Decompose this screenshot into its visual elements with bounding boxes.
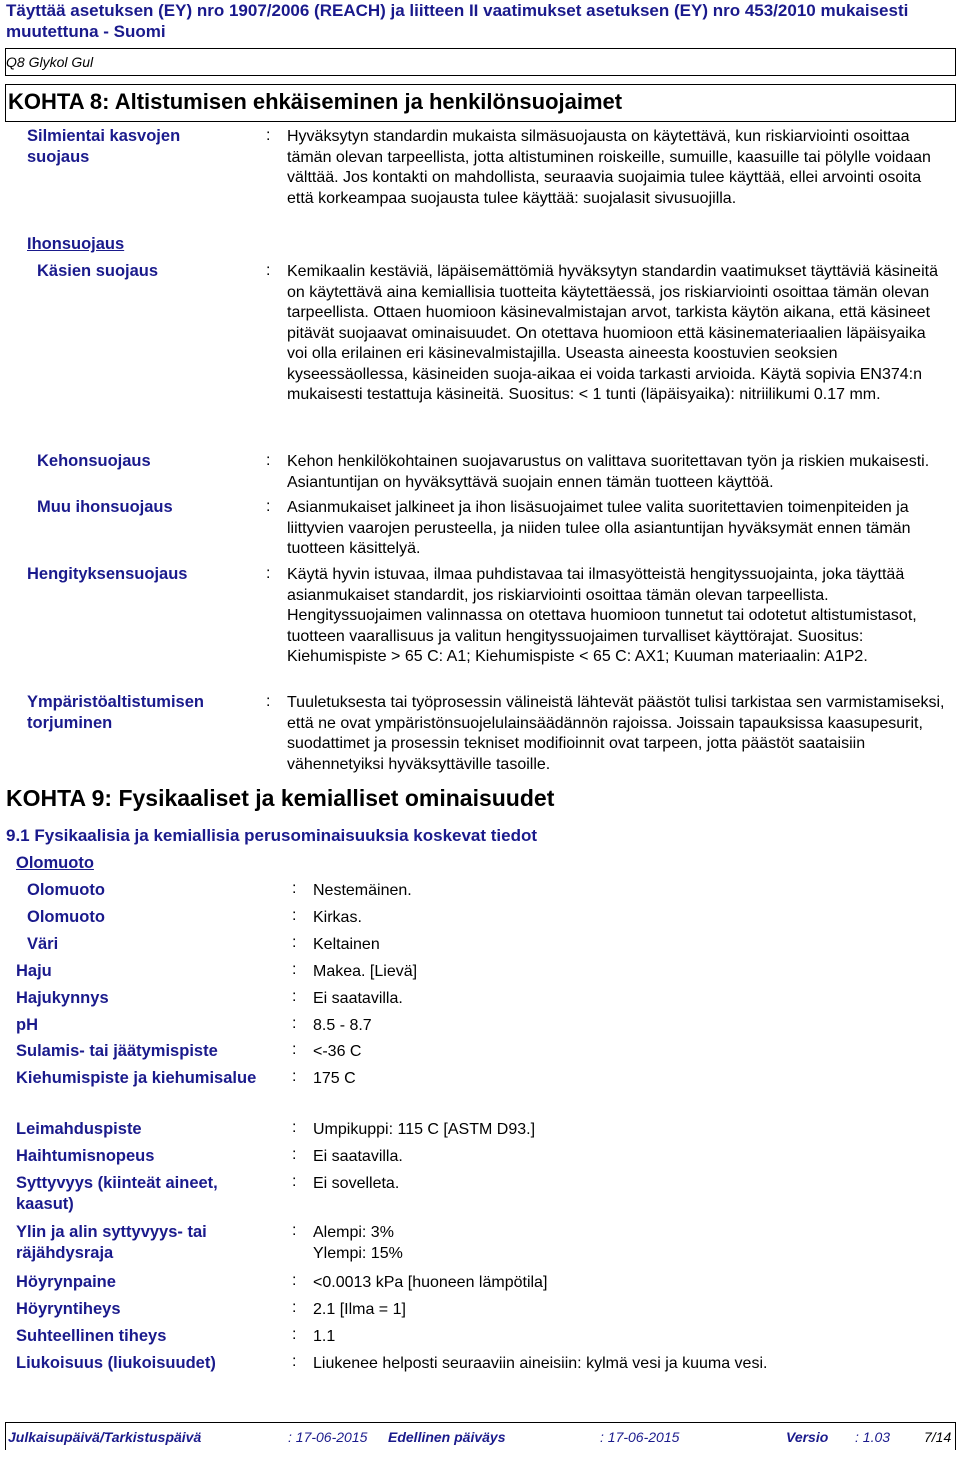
property-label: Suhteellinen tiheys	[16, 1327, 167, 1345]
eye-protection-text: Hyväksytyn standardin mukaista silmäsuojausta on käytettävä, kun riskiarviointi osoittaa tämän olevan tarpeellista, jotta altistuminen roiskeille, sumuille, kaasuille tai pölylle voidaan välttää. Jos kontakti on mahdollista, seuraavia suojaimia tulee käyttää, ellei arvointi osoita että korkeampaa suojausta tulee käyttää: suojalasit sivusuojilla.	[287, 128, 931, 207]
property-label: Haju	[16, 962, 52, 980]
property-colon: :	[292, 1068, 297, 1085]
property-value: Ei saatavilla.	[313, 990, 403, 1007]
property-label: Väri	[27, 935, 59, 953]
respiratory-colon: :	[266, 565, 271, 582]
section9-subtitle: 9.1 Fysikaalisia ja kemiallisia perusominaisuuksia koskevat tiedot	[6, 826, 538, 845]
footer-previous-label: Edellinen päiväys	[388, 1429, 506, 1445]
environment-colon: :	[266, 693, 271, 710]
section8-title: KOHTA 8: Altistumisen ehkäiseminen ja henkilönsuojaimet	[8, 89, 623, 114]
property-label: Leimahduspiste	[16, 1120, 142, 1138]
footer-issue-date: : 17-06-2015	[288, 1429, 368, 1445]
property-colon: :	[292, 1299, 297, 1316]
respiratory-protection-text: Käytä hyvin istuvaa, ilmaa puhdistavaa tai ilmasyötteistä hengityssuojainta, joka täyttää asianmukaiset standardit, jos riskiarviointi osoittaa tämän olevan tarpeellista. Hengityssuojaimen valinnassa on otettava huomioon tunnetut tai odotetut altistumistasot, tuotteen vaarallisuus ja valitun hengityssuojaimen turvalliset käyttörajat. Suositus: Kiehumispiste > 65 C: A1; Kiehumispiste < 65 C: AX1; Kuuman materiaalin: A1P2.	[287, 566, 917, 665]
property-colon: :	[292, 1222, 297, 1239]
product-name-box	[5, 48, 956, 76]
property-label: Syttyvyys (kiinteät aineet, kaasut)	[16, 1174, 218, 1213]
property-colon: :	[292, 907, 297, 924]
property-colon: :	[292, 1041, 297, 1058]
property-label: Olomuoto	[27, 881, 105, 899]
property-colon: :	[292, 1119, 297, 1136]
property-value-secondary: Ylempi: 15%	[313, 1245, 403, 1262]
property-value: Ei saatavilla.	[313, 1148, 403, 1165]
property-label: Sulamis- tai jäätymispiste	[16, 1042, 218, 1060]
eye-colon: :	[266, 127, 271, 144]
property-colon: :	[292, 1353, 297, 1370]
property-label: Höyryntiheys	[16, 1300, 121, 1318]
property-value: Alempi: 3%	[313, 1224, 394, 1241]
property-value: 1.1	[313, 1328, 336, 1345]
property-label: Olomuoto	[27, 908, 105, 926]
hand-colon: :	[266, 262, 271, 279]
product-name: Q8 Glykol Gul	[6, 54, 94, 70]
other-skin-protection-text: Asianmukaiset jalkineet ja ihon lisäsuojaimet tulee valita suoritettavien toimenpiteiden ja liittyvien vaarojen perusteella, ja niiden tulee olla asiantuntijan hyväksymät ennen tämän tuotteen käsittelyä.	[287, 499, 911, 557]
property-value: Ei sovelleta.	[313, 1175, 400, 1192]
property-label: Ylin ja alin syttyvyys- tai räjähdysraja	[16, 1223, 207, 1262]
property-label: Kiehumispiste ja kiehumisalue	[16, 1069, 257, 1087]
body-protection-label: Kehonsuojaus	[37, 452, 151, 470]
skin-protection-heading-text: Ihonsuojaus	[27, 235, 125, 253]
property-label: Höyrynpaine	[16, 1273, 116, 1291]
body-colon: :	[266, 452, 271, 469]
property-colon: :	[292, 1015, 297, 1032]
environmental-exposure-label: Ympäristöaltistumisen torjuminen	[27, 693, 204, 732]
footer-issue-label: Julkaisupäivä/Tarkistuspäivä	[8, 1429, 202, 1445]
property-value: 8.5 - 8.7	[313, 1017, 372, 1034]
property-value: <0.0013 kPa [huoneen lämpötila]	[313, 1274, 548, 1291]
other-skin-protection-label: Muu ihonsuojaus	[37, 498, 173, 516]
other-colon: :	[266, 498, 271, 515]
property-colon: :	[292, 1146, 297, 1163]
hand-protection-label: Käsien suojaus	[37, 262, 159, 280]
document-header-title: Täyttää asetuksen (EY) nro 1907/2006 (REACH) ja liitteen II vaatimukset asetuksen (EY) nro 453/2010 mukaisesti muutettuna - Suomi	[6, 1, 909, 41]
respiratory-protection-label: Hengityksensuojaus	[27, 565, 188, 583]
property-colon: :	[292, 934, 297, 951]
property-value: 175 C	[313, 1070, 356, 1087]
section9-title: KOHTA 9: Fysikaaliset ja kemialliset ominaisuudet	[6, 785, 555, 811]
footer-version: : 1.03	[855, 1429, 891, 1445]
property-label: Haihtumisnopeus	[16, 1147, 155, 1165]
property-value: Umpikuppi: 115 C [ASTM D93.]	[313, 1121, 536, 1138]
property-colon: :	[292, 880, 297, 897]
property-label: Liukoisuus (liukoisuudet)	[16, 1354, 216, 1372]
footer-version-label: Versio	[786, 1429, 829, 1445]
property-label: pH	[16, 1016, 38, 1034]
skin-protection-heading	[27, 234, 124, 255]
hand-protection-text: Kemikaalin kestäviä, läpäisemättömiä hyväksytyn standardin vaatimukset täyttäviä käsineitä on käytettävä aina kemiallisia tuotteita käytettäessä, jos riskiarviointi osoittaa tämän olevan tarpeellista. Ottaen huomioon käsinevalmistajan arvot, tarkista käytön aikana, että käsineet pitävät suojaavat ominaisuudet. On otettava huomioon että käsinemateriaalien läpäisyaika voi olla erilainen eri käsinevalmistajilla. Useasta aineesta koostuvien seoksien kyseessäollessa, käsineiden suoja-aikaa ei voida tarkasti arvioida. Käytä sopivia EN374:n mukaisesti testattuja käsineitä. Suositus: < 1 tunti (läpäisyaika): nitriilikumi 0.17 mm.	[287, 263, 938, 403]
property-value: <-36 C	[313, 1043, 362, 1060]
property-value: Nestemäinen.	[313, 882, 412, 899]
property-colon: :	[292, 961, 297, 978]
body-protection-text: Kehon henkilökohtainen suojavarustus on valittava suoritettavan työn ja riskien mukaisesti. Asiantuntijan on hyväksyttävä suojain ennen tämän tuotteen käyttöä.	[287, 453, 930, 491]
property-colon: :	[292, 1173, 297, 1190]
property-label: Hajukynnys	[16, 989, 109, 1007]
property-colon: :	[292, 1326, 297, 1343]
footer-page-number: 7/14	[924, 1429, 952, 1445]
property-colon: :	[292, 1272, 297, 1289]
appearance-heading	[16, 853, 94, 874]
property-value: Keltainen	[313, 936, 380, 953]
eye-protection-label: Silmientai kasvojen suojaus	[27, 127, 181, 166]
appearance-heading-text: Olomuoto	[16, 854, 94, 872]
property-colon: :	[292, 988, 297, 1005]
footer-previous-date: : 17-06-2015	[600, 1429, 680, 1445]
property-value: Kirkas.	[313, 909, 362, 926]
property-value: Liukenee helposti seuraaviin aineisiin: kylmä vesi ja kuuma vesi.	[313, 1355, 768, 1372]
property-value: 2.1 [Ilma = 1]	[313, 1301, 406, 1318]
environmental-exposure-text: Tuuletuksesta tai työprosessin välineistä lähtevät päästöt tulisi tarkistaa sen varmistamiseksi, että ne ovat ympäristönsuojelulainsäädännön rajoissa. Joissain tapauksissa kaasupesurit, suodattimet ja prosessin tekniset modifioinnit ovat tarpeen, jotta päästöt saataisiin vähennetyiksi hyväksyttäville tasoille.	[287, 694, 945, 773]
property-value: Makea. [Lievä]	[313, 963, 418, 980]
